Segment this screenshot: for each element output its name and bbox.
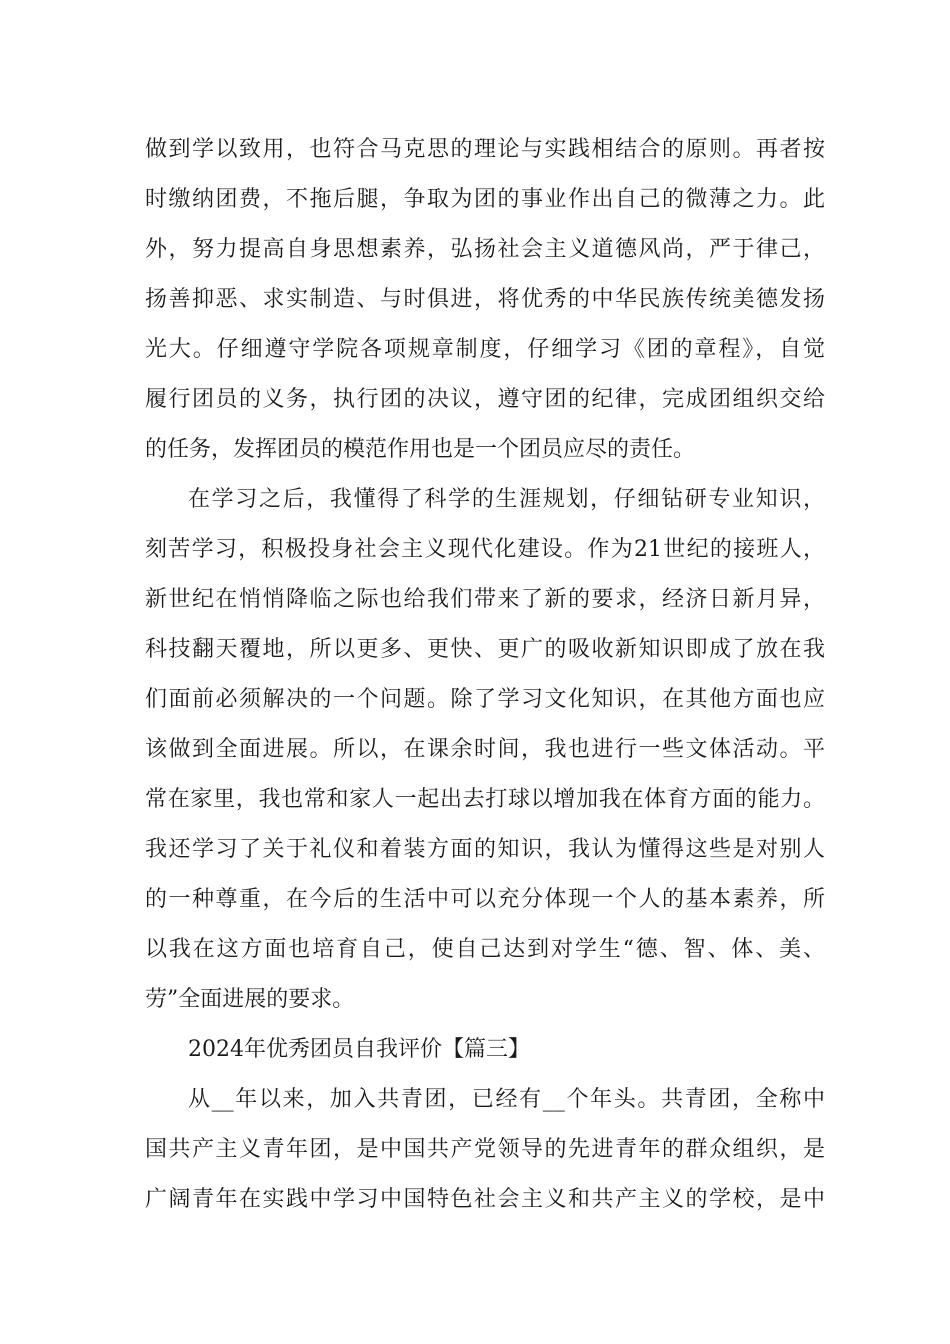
paragraph-line: 国共产主义青年团，是中国共产党领导的先进青年的群众组织，是 (145, 1137, 825, 1162)
paragraph-line: 的任务，发挥团员的模范作用也是一个团员应尽的责任。 (145, 437, 696, 462)
paragraph-line: 们面前必须解决的一个问题。除了学习文化知识，在其他方面也应 (145, 687, 825, 712)
paragraph-line: 我还学习了关于礼仪和着装方面的知识，我认为懂得这些是对别人 (145, 837, 825, 862)
paragraph-line: 履行团员的义务，执行团的决议，遵守团的纪律，完成团组织交给 (145, 387, 825, 412)
paragraph-line: 常在家里，我也常和家人一起出去打球以增加我在体育方面的能力。 (145, 787, 825, 812)
paragraph-line: 劳”全面进展的要求。 (145, 987, 355, 1012)
paragraph-line: 时缴纳团费，不拖后腿，争取为团的事业作出自己的微薄之力。此 (145, 187, 825, 212)
paragraph-line: 的一种尊重，在今后的生活中可以充分体现一个人的基本素养，所 (145, 887, 825, 912)
paragraph-line: 以我在这方面也培育自己，使自己达到对学生“德、智、体、美、 (145, 937, 825, 962)
paragraph-line: 在学习之后，我懂得了科学的生涯规划，仔细钻研专业知识， (188, 487, 825, 512)
paragraph-line: 科技翻天覆地，所以更多、更快、更广的吸收新知识即成了放在我 (145, 637, 825, 662)
paragraph-line: 做到学以致用，也符合马克思的理论与实践相结合的原则。再者按 (145, 137, 825, 162)
paragraph-line: 光大。仔细遵守学院各项规章制度，仔细学习《团的章程》，自觉 (145, 337, 825, 362)
paragraph-line: 该做到全面进展。所以，在课余时间，我也进行一些文体活动。平 (145, 737, 825, 762)
paragraph-line: 新世纪在悄悄降临之际也给我们带来了新的要求，经济日新月异， (145, 587, 825, 612)
paragraph-line: 外，努力提高自身思想素养，弘扬社会主义道德风尚，严于律己， (145, 237, 825, 262)
paragraph-line: 广阔青年在实践中学习中国特色社会主义和共产主义的学校，是中 (145, 1187, 825, 1212)
section-heading: 2024年优秀团员自我评价【篇三】 (188, 1037, 530, 1062)
paragraph-line: 刻苦学习，积极投身社会主义现代化建设。作为21世纪的接班人， (145, 537, 825, 562)
paragraph-line: 扬善抑恶、求实制造、与时俱进，将优秀的中华民族传统美德发扬 (145, 287, 825, 312)
paragraph-line: 从__年以来，加入共青团，已经有__个年头。共青团，全称中 (188, 1087, 825, 1112)
